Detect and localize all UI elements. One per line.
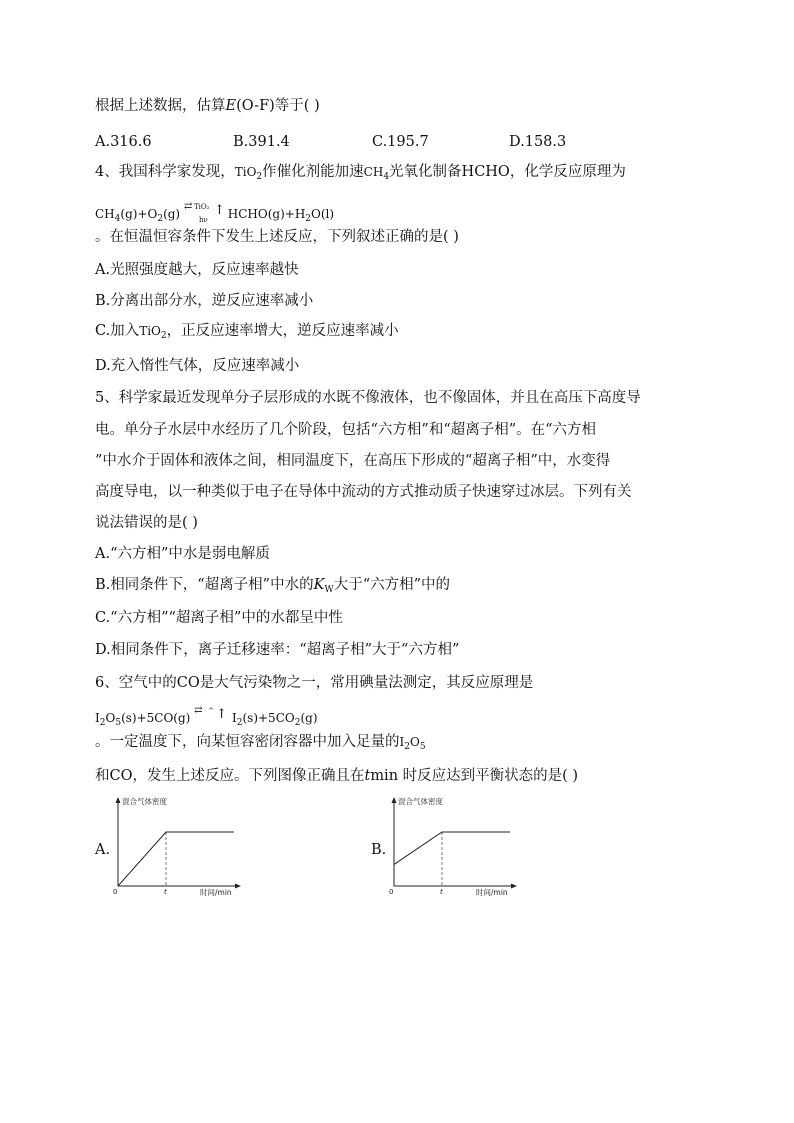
q6-eq-o: O (105, 711, 116, 725)
chart-a-t-tick: t (164, 888, 167, 896)
q3-bond: (O-F) (236, 98, 275, 114)
q6-line-3-text: 。一定温度下，向某恒容密闭容器中加入足量的 (95, 734, 400, 750)
q5-line-2: 电。单分子水层中水经历了几个阶段，包括“六方相”和“超离子相”。在“六方相 (95, 422, 597, 438)
q4-question: 。在恒温恒容条件下发生上述反应，下列叙述正确的是( ) (95, 229, 459, 245)
q6-eq-right: (s)+5CO (242, 711, 295, 725)
q4-eq-right2: O(l) (311, 207, 335, 221)
q4-option-b: B.分离出部分水，逆反应速率减小 (95, 293, 314, 309)
q5-line-3: ”中水介于固体和液体之间，相同温度下，在高压下形成的“超离子相”中，水变得 (95, 453, 611, 469)
q6-line-4-part1: 和CO，发生上述反应。下列图像正确且在 (95, 768, 365, 784)
q6-line-3: 。一定温度下，向某恒容密闭容器中加入足量的$I_2O_5$ (95, 734, 426, 752)
q4-eq-g: (g) (163, 207, 181, 221)
q5-option-d: D.相同条件下，离子迁移速率：“超离子相”大于“六方相” (95, 642, 460, 658)
q4-option-c-part1: C.加入 (95, 323, 140, 339)
q5-option-b-w: W (324, 585, 334, 595)
q6-eq-i2: I (232, 711, 237, 725)
q3-option-d: D.158.3 (509, 134, 567, 150)
q3-option-a: A.316.6 (95, 134, 152, 150)
q4-eq-right: HCHO(g)+H (227, 207, 306, 221)
chart-b-origin: 0 (389, 888, 394, 896)
chart-b-y-arrow-icon (392, 797, 397, 803)
q6-eq-i: I (95, 711, 100, 725)
q3-option-b: B.391.4 (233, 134, 290, 150)
q4-ch4: CH (363, 165, 384, 179)
q4-stem: 4、我国科学家发现，TiO$_2$作催化剂能加速$CH_4$光氧化制备HCHO，化学反应原理为 (95, 164, 626, 182)
q6-equation: $I_2O_5(s)+5CO(g)$ ⇄ ^ ↑ $I_2(s)+5CO_2(g)$ (95, 705, 318, 728)
chart-b-xlabel: 时间/min (476, 888, 508, 897)
chart-a-origin: 0 (113, 888, 118, 896)
q5-line-1: 5、科学家最近发现单分子层形成的水既不像液体，也不像固体，并且在高压下高度导 (95, 390, 641, 406)
chart-a (108, 796, 243, 898)
q4-option-c-tio2: TiO (139, 324, 161, 338)
q4-option-a: A.光照强度越大，反应速率越快 (95, 262, 299, 278)
chart-b-t-tick: t (440, 888, 443, 896)
q3-prompt (95, 97, 320, 115)
q6-eq-g: (g) (300, 711, 318, 725)
chart-a-xlabel: 时间/min (200, 888, 232, 897)
q4-option-c-part2: ，正反应速率增大，逆反应速率减小 (166, 323, 399, 339)
q4-eq-catalyst: TiO₂ (193, 203, 210, 211)
q4-tio2: TiO (234, 165, 257, 179)
chart-a-ylabel: 混合气体密度 (122, 797, 167, 806)
q4-equilibrium-arrow-icon: ⇄ TiO₂ hν ↑ (184, 202, 224, 222)
q4-option-d: D.充入惰性气体，反应速率减小 (95, 358, 300, 374)
q5-option-a: A.“六方相”中水是弱电解质 (95, 546, 270, 562)
chart-b-series-line (394, 832, 510, 864)
q6-equilibrium-arrow-icon: ⇄ ^ ↑ (194, 705, 228, 722)
q4-eq-o: (g)+O (120, 207, 158, 221)
q5-line-4: 高度导电，以一种类似于电子在导体中流动的方式推动质子快速穿过冰层。下列有关 (95, 484, 632, 500)
chart-b-x-arrow-icon (511, 884, 517, 889)
q4-eq-light: hν (198, 216, 208, 224)
q4-eq-ch: CH (95, 207, 115, 221)
q3-prompt-text: 根据上述数据，估算 (95, 98, 226, 114)
q4-stem-part3: 光氧化制备HCHO，化学反应原理为 (389, 164, 626, 180)
q3-symbol-e: E (225, 98, 237, 114)
q6-line-4 (95, 767, 578, 785)
q4-stem-part2: 作催化剂能加速 (262, 164, 364, 180)
q4-equation: $CH_4(g)+O_2(g)$ ⇄ TiO₂ hν ↑ $HCHO(g)+H_2O(l)$ (95, 202, 334, 228)
q6-line-3-o: O (409, 735, 420, 749)
q6-line-4-part2: min 时反应达到平衡状态的是( ) (370, 768, 579, 784)
chart-a-series-line (118, 832, 234, 886)
q5-option-b (95, 576, 450, 599)
q5-option-b-part2: 大于“六方相”中的 (333, 577, 451, 593)
chart-b-ylabel: 混合气体密度 (398, 797, 443, 806)
chart-a-label: A. (95, 842, 111, 858)
q5-option-c: C.“六方相”“超离子相”中的水都呈中性 (95, 610, 343, 626)
chart-a-y-arrow-icon (116, 797, 121, 803)
q3-option-c: C.195.7 (372, 134, 429, 150)
q6-line-4-t: t (364, 768, 371, 784)
q5-line-5: 说法错误的是( ) (95, 515, 198, 531)
q6-line-3-i: I (399, 735, 405, 749)
chart-b (384, 796, 519, 898)
q3-prompt-end: 等于( ) (274, 98, 320, 114)
q4-stem-part1: 4、我国科学家发现， (95, 164, 235, 180)
q6-eq-left: (s)+5CO(g) (121, 711, 191, 725)
q5-option-b-part1: B.相同条件下，“超离子相”中水的 (95, 577, 314, 593)
chart-b-label: B. (371, 842, 387, 858)
q5-option-b-k: K (313, 577, 325, 593)
q4-option-c: C.加入TiO$_2$，正反应速率增大，逆反应速率减小 (95, 323, 399, 341)
q6-line-1: 6、空气中的CO是大气污染物之一，常用碘量法测定，其反应原理是 (95, 675, 534, 691)
chart-a-x-arrow-icon (235, 884, 241, 889)
